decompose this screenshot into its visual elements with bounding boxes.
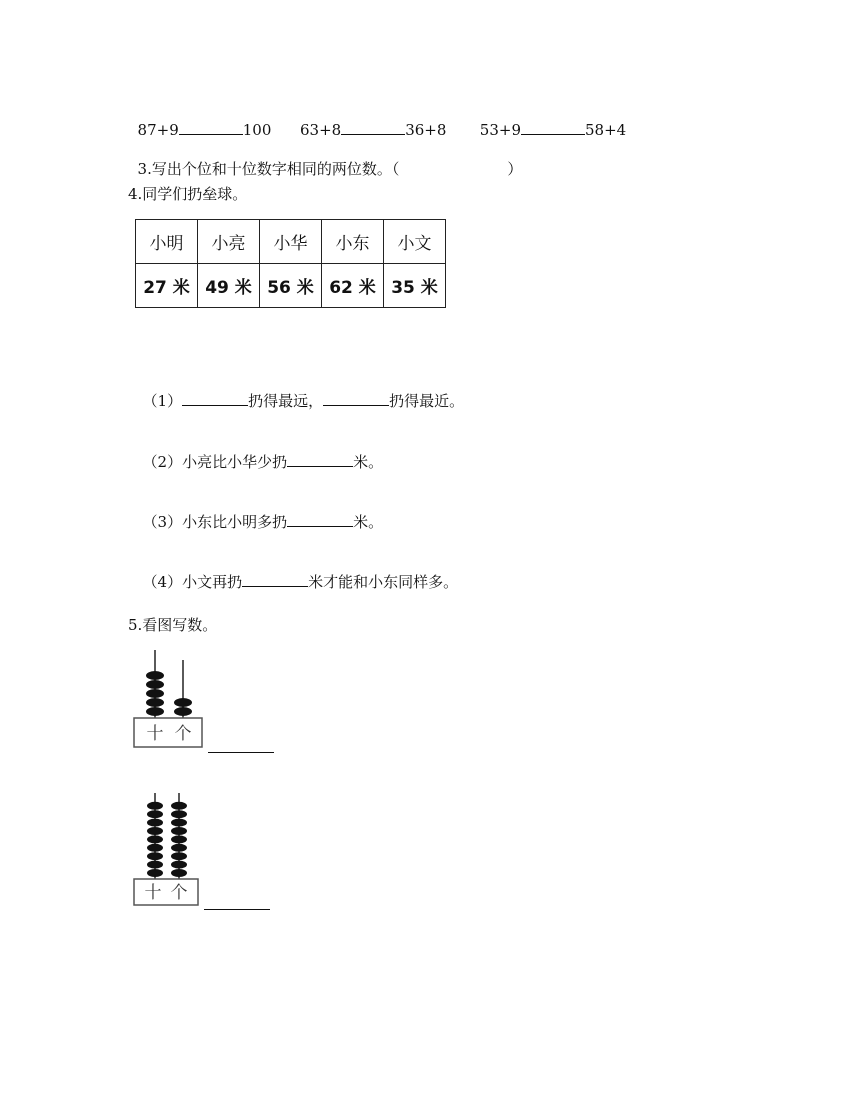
abacus-bead	[147, 810, 163, 818]
abacus-bead	[171, 861, 187, 869]
abacus-bead	[147, 819, 163, 827]
table-cell-distance: 27 米	[136, 264, 198, 308]
sub3-blank[interactable]	[287, 512, 353, 527]
table-cell-name: 小文	[384, 220, 446, 264]
question-3	[128, 140, 522, 179]
compare-a-left: 87+9	[137, 121, 179, 139]
abacus-bead	[171, 802, 187, 810]
sub1-prefix: （1）	[142, 392, 183, 410]
sub4-prefix: （4）小文再扔	[142, 573, 243, 591]
sub-question-4	[133, 553, 458, 592]
abacus-label-tens: 十	[144, 883, 162, 903]
sub4-blank[interactable]	[242, 572, 308, 587]
table-cell-name: 小明	[136, 220, 198, 264]
sub-question-1	[133, 372, 464, 411]
question-5-title: 5.看图写数。	[128, 616, 218, 634]
table-cell-name: 小亮	[198, 220, 260, 264]
abacus-bead	[147, 861, 163, 869]
abacus-2	[131, 791, 206, 909]
sub1-blank-farthest[interactable]	[182, 391, 248, 406]
compare-c-right: 58+4	[585, 121, 627, 139]
compare-b-blank[interactable]	[341, 120, 405, 135]
abacus-bead	[146, 707, 164, 716]
compare-b-left: 63+8	[300, 121, 342, 139]
sub2-end: 米。	[353, 453, 384, 471]
abacus-bead	[171, 835, 187, 843]
table-cell-distance: 56 米	[260, 264, 322, 308]
abacus-bead	[171, 810, 187, 818]
abacus-bead	[147, 802, 163, 810]
abacus-bead	[147, 844, 163, 852]
throw-table-names-row	[136, 220, 446, 264]
abacus-bead	[147, 835, 163, 843]
abacus-bead	[146, 698, 164, 707]
table-cell-name: 小东	[322, 220, 384, 264]
sub4-end: 米才能和小东同样多。	[308, 573, 459, 591]
abacus-bead	[171, 844, 187, 852]
abacus-bead	[171, 827, 187, 835]
throw-table-distance-row	[136, 264, 446, 308]
abacus-2-answer-blank[interactable]	[204, 908, 270, 910]
compare-c-left: 53+9	[479, 121, 521, 139]
abacus-bead	[147, 852, 163, 860]
abacus-1-answer-blank[interactable]	[208, 751, 274, 753]
sub2-prefix: （2）小亮比小华少扔	[142, 453, 288, 471]
table-cell-distance: 35 米	[384, 264, 446, 308]
sub3-end: 米。	[353, 513, 384, 531]
compare-a-right: 100	[242, 121, 272, 139]
abacus-bead	[147, 869, 163, 877]
abacus-1	[131, 648, 206, 750]
abacus-bead	[174, 698, 192, 707]
question-3-text: 3.写出个位和十位数字相同的两位数。（	[137, 160, 400, 178]
abacus-base	[134, 718, 202, 747]
abacus-label-tens: 十	[146, 724, 164, 744]
compare-a-blank[interactable]	[179, 120, 243, 135]
abacus-bead	[146, 689, 164, 698]
table-cell-distance: 62 米	[322, 264, 384, 308]
abacus-bead	[174, 707, 192, 716]
sub2-blank[interactable]	[287, 452, 353, 467]
sub1-mid: 扔得最远，	[248, 392, 324, 410]
sub3-prefix: （3）小东比小明多扔	[142, 513, 288, 531]
abacus-label-ones: 个	[170, 883, 188, 903]
question-4-title: 4.同学们扔垒球。	[128, 185, 248, 203]
abacus-bead	[171, 819, 187, 827]
sub-question-2	[133, 433, 383, 472]
abacus-bead	[146, 680, 164, 689]
throw-table	[135, 219, 446, 308]
abacus-bead	[171, 852, 187, 860]
question-3-close: ）	[507, 160, 523, 178]
compare-b-right: 36+8	[405, 121, 447, 139]
compare-c-blank[interactable]	[521, 120, 585, 135]
abacus-bead	[147, 827, 163, 835]
table-cell-name: 小华	[260, 220, 322, 264]
sub1-blank-nearest[interactable]	[323, 391, 389, 406]
abacus-label-ones: 个	[174, 724, 192, 744]
sub1-end: 扔得最近。	[389, 392, 465, 410]
abacus-bead	[171, 869, 187, 877]
sub-question-3	[133, 493, 383, 532]
table-cell-distance: 49 米	[198, 264, 260, 308]
compare-row	[128, 102, 626, 139]
abacus-bead	[146, 671, 164, 680]
